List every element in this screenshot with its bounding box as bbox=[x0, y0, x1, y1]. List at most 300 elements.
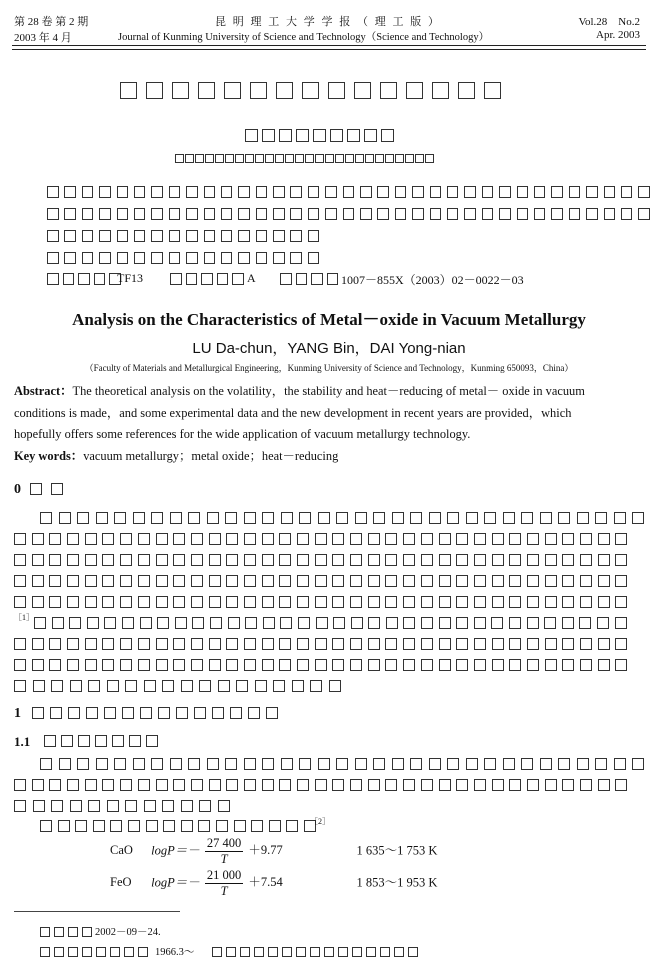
cjk-glyph-box bbox=[244, 758, 256, 770]
cjk-glyph-box bbox=[138, 575, 150, 587]
cjk-glyph-box bbox=[527, 638, 539, 650]
cjk-glyph-box bbox=[75, 820, 87, 832]
cjk-glyph-box bbox=[14, 659, 26, 671]
cjk-glyph-box bbox=[163, 820, 175, 832]
cjk-glyph-box bbox=[49, 533, 61, 545]
cjk-glyph-box bbox=[120, 638, 132, 650]
cjk-glyph-box bbox=[140, 707, 152, 719]
cjk-glyph-box bbox=[50, 707, 62, 719]
cjk-glyph-box bbox=[244, 596, 256, 608]
cjk-glyph-box bbox=[385, 154, 394, 163]
cjk-glyph-box bbox=[49, 659, 61, 671]
cjk-glyph-box bbox=[199, 680, 211, 692]
equation-range: 1 853～1 953 K bbox=[356, 875, 438, 890]
cjk-glyph-box bbox=[85, 554, 97, 566]
cjk-glyph-box bbox=[311, 273, 323, 285]
cjk-glyph-box bbox=[33, 680, 45, 692]
cjk-glyph-box bbox=[173, 533, 185, 545]
cjk-glyph-box bbox=[207, 512, 219, 524]
cjk-glyph-box bbox=[365, 154, 374, 163]
cjk-glyph-box bbox=[521, 512, 533, 524]
english-abstract bbox=[14, 381, 644, 467]
clc-label bbox=[47, 273, 125, 285]
cjk-glyph-box bbox=[77, 758, 89, 770]
cjk-glyph-box bbox=[373, 512, 385, 524]
chinese-abstract-line bbox=[47, 208, 656, 220]
cjk-glyph-box bbox=[198, 820, 210, 832]
cjk-glyph-box bbox=[333, 617, 345, 629]
cjk-glyph-box bbox=[120, 554, 132, 566]
cjk-glyph-box bbox=[297, 659, 309, 671]
equation-compound: FeO bbox=[110, 875, 132, 890]
cjk-glyph-box bbox=[172, 82, 189, 99]
cjk-glyph-box bbox=[95, 735, 107, 747]
cjk-glyph-box bbox=[509, 533, 521, 545]
issue-volume-label: 第 28 卷 第 2 期 bbox=[14, 16, 89, 28]
cjk-glyph-box bbox=[238, 186, 250, 198]
cjk-glyph-box bbox=[49, 596, 61, 608]
cjk-glyph-box bbox=[185, 154, 194, 163]
cjk-glyph-box bbox=[315, 596, 327, 608]
article-id-value: 1007－855X（2003）02－0022－03 bbox=[341, 273, 524, 287]
cjk-glyph-box bbox=[32, 779, 44, 791]
cjk-glyph-box bbox=[410, 512, 422, 524]
cjk-glyph-box bbox=[534, 208, 546, 220]
cjk-glyph-box bbox=[615, 533, 627, 545]
cjk-glyph-box bbox=[551, 208, 563, 220]
cjk-glyph-box bbox=[355, 758, 367, 770]
cjk-glyph-box bbox=[78, 735, 90, 747]
cjk-glyph-box bbox=[170, 273, 182, 285]
cjk-glyph-box bbox=[255, 680, 267, 692]
cjk-glyph-box bbox=[144, 680, 156, 692]
cjk-glyph-box bbox=[244, 659, 256, 671]
cjk-glyph-box bbox=[173, 554, 185, 566]
cjk-glyph-box bbox=[615, 779, 627, 791]
cjk-glyph-box bbox=[604, 186, 616, 198]
cjk-glyph-box bbox=[335, 154, 344, 163]
cjk-glyph-box bbox=[551, 186, 563, 198]
cjk-glyph-box bbox=[308, 230, 320, 242]
cjk-glyph-box bbox=[88, 800, 100, 812]
cjk-glyph-box bbox=[138, 638, 150, 650]
cjk-glyph-box bbox=[209, 596, 221, 608]
cjk-glyph-box bbox=[120, 533, 132, 545]
cjk-glyph-box bbox=[169, 230, 181, 242]
cjk-glyph-box bbox=[503, 758, 515, 770]
cjk-glyph-box bbox=[201, 273, 213, 285]
cjk-glyph-box bbox=[366, 947, 376, 957]
cjk-glyph-box bbox=[221, 252, 233, 264]
cjk-glyph-box bbox=[509, 638, 521, 650]
cjk-glyph-box bbox=[385, 554, 397, 566]
cjk-glyph-box bbox=[169, 208, 181, 220]
cjk-glyph-box bbox=[586, 186, 598, 198]
cjk-glyph-box bbox=[122, 707, 134, 719]
cjk-glyph-box bbox=[245, 617, 257, 629]
cjk-glyph-box bbox=[318, 758, 330, 770]
cjk-glyph-box bbox=[96, 758, 108, 770]
cjk-glyph-box bbox=[279, 575, 291, 587]
cjk-glyph-box bbox=[226, 596, 238, 608]
cjk-glyph-box bbox=[336, 758, 348, 770]
cjk-glyph-box bbox=[226, 659, 238, 671]
cjk-glyph-box bbox=[447, 186, 459, 198]
cjk-glyph-box bbox=[86, 707, 98, 719]
cjk-glyph-box bbox=[110, 947, 120, 957]
cjk-glyph-box bbox=[64, 186, 76, 198]
cjk-glyph-box bbox=[297, 554, 309, 566]
cjk-glyph-box bbox=[545, 659, 557, 671]
cjk-glyph-box bbox=[421, 533, 433, 545]
cjk-glyph-box bbox=[156, 659, 168, 671]
cjk-glyph-box bbox=[256, 186, 268, 198]
cjk-glyph-box bbox=[492, 596, 504, 608]
cjk-glyph-box bbox=[403, 659, 415, 671]
cjk-glyph-box bbox=[191, 575, 203, 587]
cjk-glyph-box bbox=[297, 779, 309, 791]
cjk-glyph-box bbox=[93, 820, 105, 832]
cjk-glyph-box bbox=[509, 554, 521, 566]
cjk-glyph-box bbox=[350, 659, 362, 671]
cjk-glyph-box bbox=[604, 208, 616, 220]
cjk-glyph-box bbox=[30, 483, 42, 495]
cjk-glyph-box bbox=[385, 638, 397, 650]
cjk-glyph-box bbox=[191, 779, 203, 791]
cjk-glyph-box bbox=[368, 533, 380, 545]
cjk-glyph-box bbox=[175, 617, 187, 629]
cjk-glyph-box bbox=[194, 707, 206, 719]
cjk-glyph-box bbox=[350, 779, 362, 791]
cjk-glyph-box bbox=[492, 779, 504, 791]
cjk-glyph-box bbox=[297, 596, 309, 608]
cjk-glyph-box bbox=[456, 596, 468, 608]
cjk-glyph-box bbox=[14, 554, 26, 566]
cjk-glyph-box bbox=[99, 208, 111, 220]
cjk-glyph-box bbox=[598, 779, 610, 791]
cjk-glyph-box bbox=[614, 758, 626, 770]
cjk-glyph-box bbox=[14, 779, 26, 791]
cjk-glyph-box bbox=[302, 82, 319, 99]
cjk-glyph-box bbox=[290, 186, 302, 198]
cjk-glyph-box bbox=[117, 208, 129, 220]
cjk-glyph-box bbox=[325, 208, 337, 220]
cjk-glyph-box bbox=[221, 186, 233, 198]
cjk-glyph-box bbox=[262, 512, 274, 524]
cjk-glyph-box bbox=[225, 154, 234, 163]
cjk-glyph-box bbox=[273, 680, 285, 692]
cjk-glyph-box bbox=[534, 186, 546, 198]
cjk-glyph-box bbox=[85, 659, 97, 671]
cjk-glyph-box bbox=[170, 758, 182, 770]
cjk-glyph-box bbox=[562, 659, 574, 671]
cjk-glyph-box bbox=[209, 575, 221, 587]
cjk-glyph-box bbox=[281, 758, 293, 770]
cjk-glyph-box bbox=[49, 779, 61, 791]
cjk-glyph-box bbox=[298, 617, 310, 629]
cjk-glyph-box bbox=[464, 208, 476, 220]
cjk-glyph-box bbox=[226, 947, 236, 957]
chinese-abstract-line bbox=[47, 186, 656, 198]
cjk-glyph-box bbox=[403, 554, 415, 566]
cjk-glyph-box bbox=[315, 779, 327, 791]
cjk-glyph-box bbox=[412, 208, 424, 220]
cjk-glyph-box bbox=[120, 575, 132, 587]
cjk-glyph-box bbox=[59, 758, 71, 770]
cjk-glyph-box bbox=[85, 575, 97, 587]
cjk-glyph-box bbox=[509, 575, 521, 587]
cjk-glyph-box bbox=[350, 533, 362, 545]
cjk-glyph-box bbox=[209, 779, 221, 791]
cjk-glyph-box bbox=[540, 512, 552, 524]
cjk-glyph-box bbox=[580, 533, 592, 545]
cjk-glyph-box bbox=[134, 252, 146, 264]
cjk-glyph-box bbox=[47, 208, 59, 220]
cjk-glyph-box bbox=[474, 596, 486, 608]
cjk-glyph-box bbox=[296, 273, 308, 285]
cjk-glyph-box bbox=[456, 575, 468, 587]
cjk-glyph-box bbox=[403, 779, 415, 791]
cjk-glyph-box bbox=[244, 779, 256, 791]
cjk-glyph-box bbox=[295, 154, 304, 163]
cjk-glyph-box bbox=[545, 596, 557, 608]
equation-tail: ＋7.54 bbox=[248, 875, 283, 890]
cjk-glyph-box bbox=[408, 947, 418, 957]
cjk-glyph-box bbox=[562, 554, 574, 566]
cjk-glyph-box bbox=[296, 947, 306, 957]
cjk-glyph-box bbox=[124, 947, 134, 957]
cjk-glyph-box bbox=[212, 947, 222, 957]
cjk-glyph-box bbox=[47, 230, 59, 242]
cjk-glyph-box bbox=[82, 927, 92, 937]
cjk-glyph-box bbox=[262, 596, 274, 608]
cjk-glyph-box bbox=[77, 512, 89, 524]
cjk-glyph-box bbox=[395, 154, 404, 163]
cjk-glyph-box bbox=[236, 680, 248, 692]
cjk-glyph-box bbox=[484, 758, 496, 770]
cjk-glyph-box bbox=[238, 208, 250, 220]
cjk-glyph-box bbox=[224, 82, 241, 99]
cjk-glyph-box bbox=[82, 252, 94, 264]
cjk-glyph-box bbox=[432, 82, 449, 99]
cjk-glyph-box bbox=[156, 596, 168, 608]
cjk-glyph-box bbox=[392, 512, 404, 524]
cjk-glyph-box bbox=[226, 638, 238, 650]
cjk-glyph-box bbox=[380, 82, 397, 99]
cjk-glyph-box bbox=[207, 758, 219, 770]
cjk-glyph-box bbox=[51, 483, 63, 495]
cjk-glyph-box bbox=[186, 208, 198, 220]
cjk-glyph-box bbox=[175, 154, 184, 163]
cjk-glyph-box bbox=[215, 154, 224, 163]
equation-row bbox=[110, 868, 437, 899]
cjk-glyph-box bbox=[310, 680, 322, 692]
cjk-glyph-box bbox=[186, 273, 198, 285]
cjk-glyph-box bbox=[439, 659, 451, 671]
cjk-glyph-box bbox=[254, 947, 264, 957]
cjk-glyph-box bbox=[279, 638, 291, 650]
cjk-glyph-box bbox=[281, 512, 293, 524]
cjk-glyph-box bbox=[117, 186, 129, 198]
cjk-glyph-box bbox=[421, 554, 433, 566]
cjk-glyph-box bbox=[381, 129, 394, 142]
cjk-glyph-box bbox=[151, 186, 163, 198]
equation-row bbox=[110, 836, 437, 867]
cjk-glyph-box bbox=[562, 617, 574, 629]
cjk-glyph-box bbox=[403, 638, 415, 650]
cjk-glyph-box bbox=[151, 512, 163, 524]
cjk-glyph-box bbox=[102, 596, 114, 608]
cjk-glyph-box bbox=[85, 533, 97, 545]
volume-number-label: Vol.28 No.2 bbox=[578, 16, 640, 28]
cjk-glyph-box bbox=[32, 707, 44, 719]
cjk-glyph-box bbox=[14, 575, 26, 587]
cjk-glyph-box bbox=[78, 273, 90, 285]
cjk-glyph-box bbox=[52, 617, 64, 629]
cjk-glyph-box bbox=[456, 533, 468, 545]
subsection-number: 1.1 bbox=[14, 734, 31, 749]
cjk-glyph-box bbox=[251, 820, 263, 832]
cjk-glyph-box bbox=[412, 186, 424, 198]
cjk-glyph-box bbox=[104, 707, 116, 719]
cjk-glyph-box bbox=[345, 154, 354, 163]
cjk-glyph-box bbox=[464, 186, 476, 198]
cjk-glyph-box bbox=[405, 154, 414, 163]
equation-denominator: T bbox=[220, 884, 228, 898]
cjk-glyph-box bbox=[439, 779, 451, 791]
cjk-glyph-box bbox=[250, 82, 267, 99]
cjk-glyph-box bbox=[273, 230, 285, 242]
cjk-glyph-box bbox=[279, 779, 291, 791]
body-text-line bbox=[14, 554, 633, 566]
cjk-glyph-box bbox=[69, 617, 81, 629]
cjk-glyph-box bbox=[146, 820, 158, 832]
cjk-glyph-box bbox=[544, 617, 556, 629]
cjk-glyph-box bbox=[210, 617, 222, 629]
cjk-glyph-box bbox=[615, 596, 627, 608]
cjk-glyph-box bbox=[125, 680, 137, 692]
cjk-glyph-box bbox=[235, 154, 244, 163]
cjk-glyph-box bbox=[151, 208, 163, 220]
cjk-glyph-box bbox=[47, 273, 59, 285]
cjk-glyph-box bbox=[410, 758, 422, 770]
cjk-glyph-box bbox=[138, 596, 150, 608]
cjk-glyph-box bbox=[527, 554, 539, 566]
cjk-glyph-box bbox=[114, 512, 126, 524]
cjk-glyph-box bbox=[40, 947, 50, 957]
cjk-glyph-box bbox=[621, 186, 633, 198]
cjk-glyph-box bbox=[296, 129, 309, 142]
cjk-glyph-box bbox=[32, 554, 44, 566]
cjk-glyph-box bbox=[499, 186, 511, 198]
cjk-glyph-box bbox=[209, 638, 221, 650]
cjk-glyph-box bbox=[580, 554, 592, 566]
cjk-glyph-box bbox=[70, 800, 82, 812]
cjk-glyph-box bbox=[67, 575, 79, 587]
cjk-glyph-box bbox=[188, 512, 200, 524]
cjk-glyph-box bbox=[120, 659, 132, 671]
footnote-rule bbox=[14, 911, 180, 912]
cjk-glyph-box bbox=[204, 230, 216, 242]
cjk-glyph-box bbox=[209, 659, 221, 671]
equation-denominator: T bbox=[220, 852, 228, 866]
cjk-glyph-box bbox=[85, 638, 97, 650]
cjk-glyph-box bbox=[169, 186, 181, 198]
cjk-glyph-box bbox=[290, 230, 302, 242]
cjk-glyph-box bbox=[256, 230, 268, 242]
cjk-glyph-box bbox=[138, 659, 150, 671]
cjk-glyph-box bbox=[245, 154, 254, 163]
cjk-glyph-box bbox=[279, 596, 291, 608]
cjk-glyph-box bbox=[456, 659, 468, 671]
chinese-keywords-line bbox=[47, 252, 325, 264]
cjk-glyph-box bbox=[352, 947, 362, 957]
clc-value: TF13 bbox=[117, 271, 144, 285]
cjk-glyph-box bbox=[429, 758, 441, 770]
cjk-glyph-box bbox=[162, 680, 174, 692]
equation-range: 1 635～1 753 K bbox=[356, 843, 438, 858]
cjk-glyph-box bbox=[439, 638, 451, 650]
cjk-glyph-box bbox=[336, 512, 348, 524]
cjk-glyph-box bbox=[347, 129, 360, 142]
cjk-glyph-box bbox=[173, 596, 185, 608]
cjk-glyph-box bbox=[14, 800, 26, 812]
cjk-glyph-box bbox=[170, 512, 182, 524]
body-text-line bbox=[14, 680, 347, 692]
cjk-glyph-box bbox=[327, 273, 339, 285]
cjk-glyph-box bbox=[47, 186, 59, 198]
cjk-glyph-box bbox=[598, 638, 610, 650]
cjk-glyph-box bbox=[209, 533, 221, 545]
body-text-line bbox=[40, 512, 651, 524]
cjk-glyph-box bbox=[146, 735, 158, 747]
cjk-glyph-box bbox=[63, 273, 75, 285]
cjk-glyph-box bbox=[218, 680, 230, 692]
cjk-glyph-box bbox=[315, 575, 327, 587]
cjk-glyph-box bbox=[204, 208, 216, 220]
cjk-glyph-box bbox=[279, 659, 291, 671]
body-text-line bbox=[14, 800, 236, 812]
cjk-glyph-box bbox=[350, 596, 362, 608]
cjk-glyph-box bbox=[198, 82, 215, 99]
cjk-glyph-box bbox=[122, 617, 134, 629]
cjk-glyph-box bbox=[134, 186, 146, 198]
cjk-glyph-box bbox=[421, 659, 433, 671]
cjk-glyph-box bbox=[377, 186, 389, 198]
cjk-glyph-box bbox=[134, 208, 146, 220]
cjk-glyph-box bbox=[315, 659, 327, 671]
cjk-glyph-box bbox=[195, 154, 204, 163]
cjk-glyph-box bbox=[562, 638, 574, 650]
cjk-glyph-box bbox=[368, 617, 380, 629]
cjk-glyph-box bbox=[439, 554, 451, 566]
cjk-glyph-box bbox=[562, 596, 574, 608]
cjk-glyph-box bbox=[14, 680, 26, 692]
cjk-glyph-box bbox=[275, 154, 284, 163]
cjk-glyph-box bbox=[439, 617, 451, 629]
cjk-glyph-box bbox=[232, 273, 244, 285]
cjk-glyph-box bbox=[368, 659, 380, 671]
cjk-glyph-box bbox=[268, 947, 278, 957]
cjk-glyph-box bbox=[269, 820, 281, 832]
equation-fraction bbox=[205, 836, 243, 867]
cjk-glyph-box bbox=[447, 512, 459, 524]
cjk-glyph-box bbox=[262, 779, 274, 791]
cjk-glyph-box bbox=[49, 554, 61, 566]
equation-numerator: 21 000 bbox=[206, 868, 242, 882]
cjk-glyph-box bbox=[586, 208, 598, 220]
cjk-glyph-box bbox=[430, 186, 442, 198]
